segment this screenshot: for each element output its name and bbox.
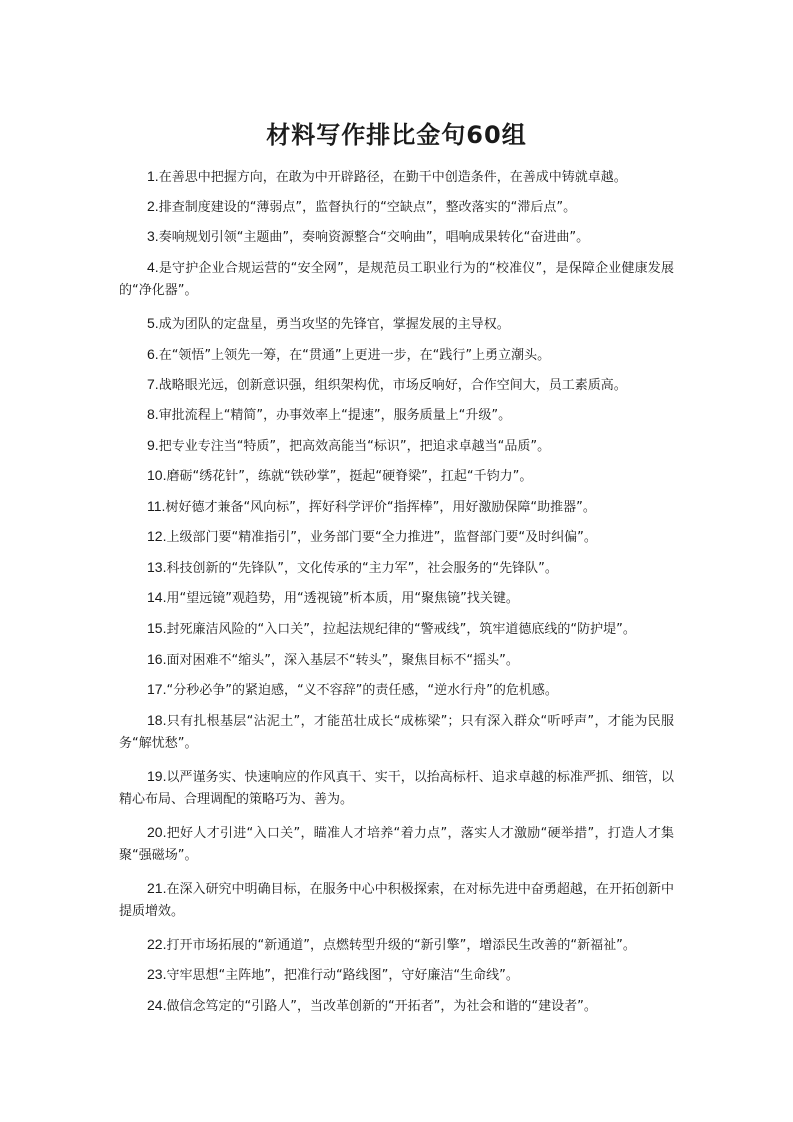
item-text: 把专业专注当“特质”，把高效高能当“标识”，把追求卓越当“品质”。 (158, 439, 551, 454)
item-text: 是守护企业合规运营的“安全网”，是规范员工职业行为的“校准仪”，是保障企业健康发展的“净化器”。 (119, 261, 674, 298)
item-number: 9. (147, 437, 159, 453)
list-item (119, 556, 674, 580)
item-number: 11. (147, 498, 166, 514)
list-item (119, 821, 674, 867)
item-number: 21. (147, 880, 167, 896)
list-item (119, 709, 674, 755)
item-number: 13. (147, 559, 167, 575)
item-number: 14. (147, 589, 167, 605)
list-item (119, 343, 674, 367)
item-number: 6. (147, 346, 159, 362)
item-number: 15. (147, 620, 167, 636)
item-number: 23. (147, 966, 167, 982)
item-text: 排查制度建设的“薄弱点”，监督执行的“空缺点”，整改落实的“滞后点”。 (158, 200, 577, 215)
item-text: 战略眼光远，创新意识强，组织架构优，市场反响好，合作空间大，员工素质高。 (158, 378, 627, 393)
list-item (119, 525, 674, 549)
list-item (119, 765, 674, 811)
item-number: 22. (147, 936, 167, 952)
item-text: 封死廉洁风险的“入口关”，拉起法规纪律的“警戒线”，筑牢道德底线的“防护堤”。 (166, 622, 636, 637)
list-item (119, 165, 674, 189)
list-item (119, 495, 674, 519)
item-text: 科技创新的“先锋队”，文化传承的“主力军”，社会服务的“先锋队”。 (166, 561, 558, 576)
item-number: 16. (147, 651, 167, 667)
item-text: 在善思中把握方向，在敢为中开辟路径，在勤干中创造条件，在善成中铸就卓越。 (158, 170, 627, 185)
list-item (119, 403, 674, 427)
list-item (119, 195, 674, 219)
list-item (119, 312, 674, 336)
item-text: 奏响规划引领“主题曲”，奏响资源整合“交响曲”，唱响成果转化“奋进曲”。 (158, 230, 590, 245)
item-text: 成为团队的定盘星，勇当攻坚的先锋官，掌握发展的主导权。 (158, 317, 510, 332)
list-item (119, 994, 674, 1018)
item-text: 把好人才引进“入口关”，瞄准人才培养“着力点”，落实人才激励“硬举措”，打造人才集聚“强磁场”。 (119, 826, 674, 863)
item-number: 17. (147, 681, 167, 697)
item-text: “分秒必争”的紧迫感，“义不容辞”的责任感，“逆水行舟”的危机感。 (166, 683, 558, 698)
list-item (119, 586, 674, 610)
list-item (119, 373, 674, 397)
list-item (119, 225, 674, 249)
item-number: 3. (147, 228, 159, 244)
list-item (119, 877, 674, 923)
item-text: 打开市场拓展的“新通道”，点燃转型升级的“新引擎”，增添民生改善的“新福祉”。 (166, 938, 636, 953)
list-item (119, 648, 674, 672)
list-item (119, 464, 674, 488)
item-number: 18. (147, 712, 167, 728)
item-text: 只有扎根基层“沾泥土”，才能茁壮成长“成栋梁”；只有深入群众“听呼声”，才能为民服务“解忧愁”。 (119, 714, 674, 751)
item-number: 24. (147, 997, 167, 1013)
item-text: 在深入研究中明确目标，在服务中心中积极探索，在对标先进中奋勇超越，在开拓创新中提质增效。 (119, 882, 674, 919)
item-number: 10. (147, 467, 167, 483)
item-number: 19. (147, 768, 167, 784)
item-text: 审批流程上“精简”，办事效率上“提速”，服务质量上“升级”。 (158, 408, 512, 423)
list-item (119, 617, 674, 641)
item-number: 8. (147, 406, 159, 422)
item-text: 守牢思想“主阵地”，把准行动“路线图”，守好廉洁“生命线”。 (166, 968, 519, 983)
item-text: 在“领悟”上领先一筹，在“贯通”上更进一步，在“践行”上勇立潮头。 (158, 348, 551, 363)
item-number: 20. (147, 824, 167, 840)
list-item (119, 434, 674, 458)
list-item (119, 963, 674, 987)
item-number: 1. (147, 168, 159, 184)
list-item (119, 256, 674, 302)
item-text: 做信念笃定的“引路人”，当改革创新的“开拓者”，为社会和谐的“建设者”。 (166, 999, 597, 1014)
item-text: 树好德才兼备“风向标”，挥好科学评价“指挥棒”，用好激励保障“助推器”。 (165, 500, 596, 515)
item-number: 12. (147, 528, 167, 544)
page-title: 材料写作排比金句60组 (266, 121, 527, 149)
item-number: 4. (147, 259, 159, 275)
item-text: 用“望远镜”观趋势，用“透视镜”析本质，用“聚焦镜”找关键。 (166, 591, 519, 606)
item-text: 以严谨务实、快速响应的作风真干、实干，以抬高标杆、追求卓越的标准严抓、细管，以精心布局、合理调配的策略巧为、善为。 (119, 770, 674, 807)
item-number: 5. (147, 315, 159, 331)
item-number: 7. (147, 376, 159, 392)
item-number: 2. (147, 198, 159, 214)
list-item (119, 678, 674, 702)
item-text: 磨砺“绣花针”，练就“铁砂掌”，挺起“硬脊梁”，扛起“千钧力”。 (166, 469, 533, 484)
item-text: 上级部门要“精准指引”，业务部门要“全力推进”，监督部门要“及时纠偏”。 (166, 530, 597, 545)
item-text: 面对困难不“缩头”，深入基层不“转头”，聚焦目标不“摇头”。 (166, 653, 519, 668)
list-item (119, 933, 674, 957)
